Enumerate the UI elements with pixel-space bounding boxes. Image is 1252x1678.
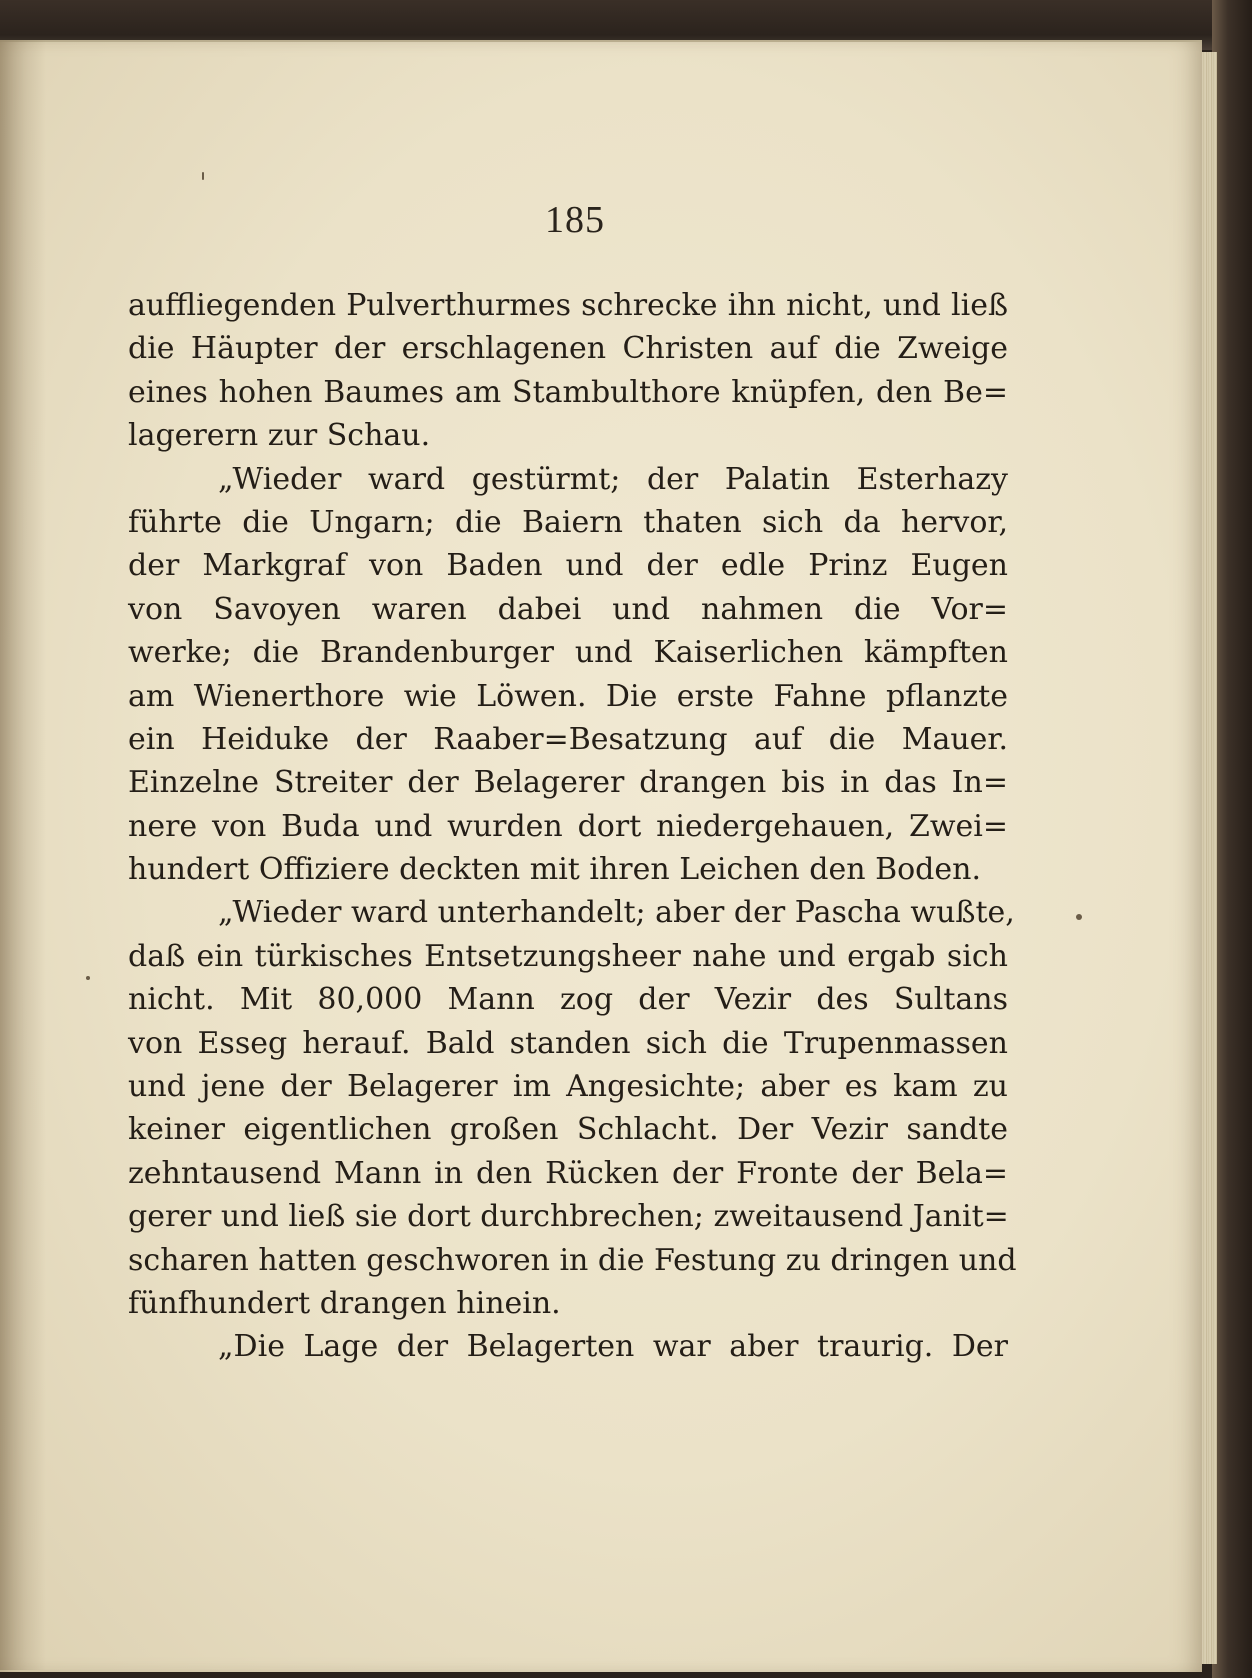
text-line: zehntausend Mann in den Rücken der Fronte der Bela= xyxy=(128,1155,1008,1191)
text-line: fünfhundert drangen hinein. xyxy=(128,1285,561,1321)
text-line: scharen hatten geschworen in die Festung zu dringen und xyxy=(128,1242,1017,1278)
body-text xyxy=(128,284,1017,1369)
text-line: auffliegenden Pulverthurmes schrecke ihn nicht, und ließ xyxy=(128,288,1008,323)
text-line: eines hohen Baumes am Stambulthore knüpfen, den Be= xyxy=(128,374,1008,410)
text-line: die Häupter der erschlagenen Christen auf die Zweige xyxy=(128,331,1008,367)
paper-speck xyxy=(86,976,90,980)
text-line: daß ein türkisches Entsetzungsheer nahe und ergab sich xyxy=(128,938,1008,974)
text-line: am Wienerthore wie Löwen. Die erste Fahne pflanzte xyxy=(128,678,1008,714)
text-line: lagerern zur Schau. xyxy=(128,418,431,454)
text-line: „Wieder ward unterhandelt; aber der Pascha wußte, xyxy=(218,895,1015,931)
page-number: 185 xyxy=(545,199,605,241)
text-line: führte die Ungarn; die Baiern thaten sich da hervor, xyxy=(128,504,1008,540)
text-line: von Esseg herauf. Bald standen sich die Trupenmassen xyxy=(128,1025,1008,1061)
text-line: der Markgraf von Baden und der edle Prinz Eugen xyxy=(128,548,1008,584)
text-line: keiner eigentlichen großen Schlacht. Der Vezir sandte xyxy=(128,1112,1008,1148)
text-line: hundert Offiziere deckten mit ihren Leichen den Boden. xyxy=(128,852,981,888)
book-cover-right-edge xyxy=(1212,0,1252,1678)
gutter-shadow xyxy=(0,40,46,1670)
paper-speck xyxy=(1076,914,1082,920)
text-line: „Die Lage der Belagerten war aber traurig. Der xyxy=(218,1329,1008,1365)
text-line: „Wieder ward gestürmt; der Palatin Esterhazy xyxy=(218,461,1008,497)
text-line: ein Heiduke der Raaber=Besatzung auf die Mauer. xyxy=(128,721,1008,757)
text-line: von Savoyen waren dabei und nahmen die Vor= xyxy=(128,591,1008,627)
text-line: nere von Buda und wurden dort niedergehauen, Zwei= xyxy=(128,808,1008,844)
text-line: und jene der Belagerer im Angesichte; aber es kam zu xyxy=(128,1069,1008,1105)
paper-speck xyxy=(202,172,204,180)
text-line: nicht. Mit 80,000 Mann zog der Vezir des Sultans xyxy=(128,982,1008,1018)
text-line: werke; die Brandenburger und Kaiserlichen kämpften xyxy=(128,635,1008,671)
text-line: Einzelne Streiter der Belagerer drangen bis in das In= xyxy=(128,765,1008,801)
text-line: gerer und ließ sie dort durchbrechen; zweitausend Janit= xyxy=(128,1199,1009,1235)
